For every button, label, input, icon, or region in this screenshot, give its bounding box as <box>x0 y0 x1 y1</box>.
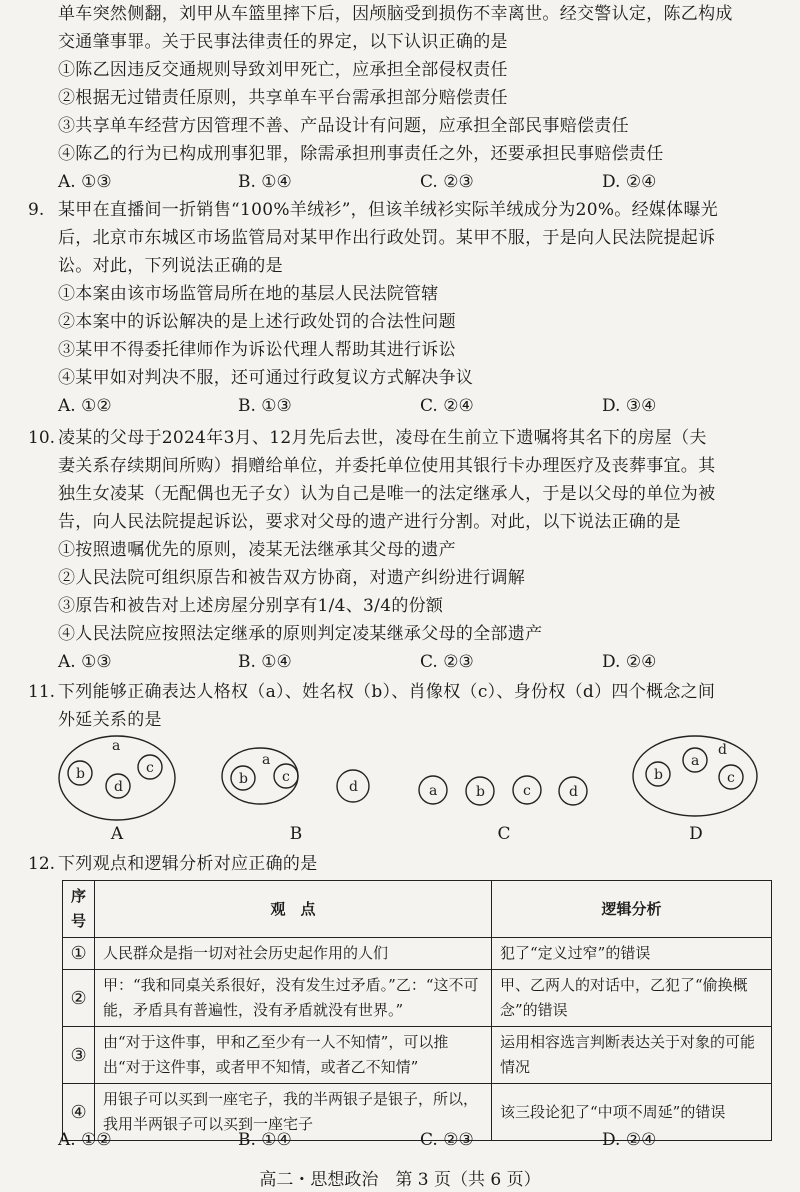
q8-statement-3: ③共享单车经营方因管理不善、产品设计有问题，应承担全部民事赔偿责任 <box>58 116 629 136</box>
venn-b-label-a: a <box>262 752 271 768</box>
venn-c-label-d: d <box>569 784 578 800</box>
q8-option-a: A. ①③ <box>58 172 112 192</box>
q11-diagram-label-a: A <box>110 824 124 844</box>
q10-number: 10. <box>28 428 56 448</box>
venn-a-label-c: c <box>146 760 154 776</box>
venn-diagram-c <box>419 776 587 805</box>
q9-statement-3: ③某甲不得委托律师作为诉讼代理人帮助其进行诉讼 <box>58 340 456 360</box>
table-header-analysis: 逻辑分析 <box>492 881 772 938</box>
table-cell-analysis: 犯了“定义过窄”的错误 <box>492 938 772 970</box>
venn-d-label-c: c <box>727 770 735 786</box>
venn-diagram-b <box>222 748 369 804</box>
venn-d-label-a: a <box>691 753 700 769</box>
q11-diagram-label-d: D <box>689 824 703 844</box>
table-cell-analysis: 运用相容选言判断表达关于对象的可能情况 <box>492 1027 772 1084</box>
venn-a-label-d: d <box>114 779 123 795</box>
q12-table <box>62 880 772 1141</box>
q10-statement-1: ①按照遗嘱优先的原则，凌某无法继承其父母的遗产 <box>58 540 456 560</box>
q11-number: 11. <box>28 682 56 702</box>
table-cell-view: 甲：“我和同桌关系很好，没有发生过矛盾。”乙：“这不可能，矛盾具有普遍性，没有矛盾就没有世界。” <box>95 970 492 1027</box>
q9-statement-2: ②本案中的诉讼解决的是上述行政处罚的合法性问题 <box>58 312 456 332</box>
table-header-row <box>63 881 772 938</box>
q12-option-a: A. ①② <box>58 1130 112 1150</box>
q8-line-2: 交通肇事罪。关于民事法律责任的界定，以下认识正确的是 <box>58 32 508 52</box>
q9-line-2: 后，北京市东城区市场监管局对某甲作出行政处罚。某甲不服，于是向人民法院提起诉 <box>58 228 716 248</box>
q8-statement-1: ①陈乙因违反交通规则导致刘甲死亡，应承担全部侵权责任 <box>58 60 508 80</box>
q8-option-c: C. ②③ <box>420 172 474 192</box>
q8-option-d: D. ②④ <box>602 172 657 192</box>
q9-options <box>58 392 778 420</box>
table-cell-view: 人民群众是指一切对社会历史起作用的人们 <box>95 938 492 970</box>
table-cell-no: ② <box>63 970 95 1027</box>
q10-option-d: D. ②④ <box>602 652 657 672</box>
q9-line-1: 某甲在直播间一折销售“100%羊绒衫”，但该羊绒衫实际羊绒成分为20%。经媒体曝光 <box>58 200 719 220</box>
venn-d-label-d: d <box>718 742 727 758</box>
q10-line-3: 独生女凌某（无配偶也无子女）认为自己是唯一的法定继承人，于是以父母的单位为被 <box>58 484 716 504</box>
q10-statement-3: ③原告和被告对上述房屋分别享有1/4、3/4的份额 <box>58 596 444 616</box>
table-cell-no: ④ <box>63 1084 95 1141</box>
q10-options <box>58 648 778 676</box>
q10-statement-4: ④人民法院应按照法定继承的原则判定凌某继承父母的全部遗产 <box>58 624 543 644</box>
q12-option-d: D. ②④ <box>602 1130 657 1150</box>
q9-statement-4: ④某甲如对判决不服，还可通过行政复议方式解决争议 <box>58 368 474 388</box>
q11-line-1: 下列能够正确表达人格权（a）、姓名权（b）、肖像权（c）、身份权（d）四个概念之间 <box>58 682 716 702</box>
table-cell-no: ③ <box>63 1027 95 1084</box>
q10-line-1: 凌某的父母于2024年3月、12月先后去世，凌母在生前立下遗嘱将其名下的房屋（夫 <box>58 428 707 448</box>
venn-b-label-d: d <box>349 779 358 795</box>
venn-c-label-c: c <box>523 783 531 799</box>
q8-statement-2: ②根据无过错责任原则，共享单车平台需承担部分赔偿责任 <box>58 88 508 108</box>
q12-option-c: C. ②③ <box>420 1130 474 1150</box>
q10-option-b: B. ①④ <box>238 652 292 672</box>
q10-option-c: C. ②③ <box>420 652 474 672</box>
table-cell-view: 用银子可以买到一座宅子，我的半两银子是银子，所以，我用半两银子可以买到一座宅子 <box>95 1084 492 1141</box>
venn-a-label-b: b <box>76 766 85 782</box>
page-footer: 高二・思想政治 第 3 页（共 6 页） <box>259 1170 541 1190</box>
table-cell-no: ① <box>63 938 95 970</box>
venn-d-label-b: b <box>654 767 663 783</box>
q12-options <box>58 1126 778 1154</box>
table-header-view: 观 点 <box>95 881 492 938</box>
q10-line-2: 妻关系存续期间所购）捐赠给单位，并委托单位使用其银行卡办理医疗及丧葬事宜。其 <box>58 456 716 476</box>
q10-line-4: 告，向人民法院提起诉讼，要求对父母的遗产进行分割。对此，以下说法正确的是 <box>58 512 681 532</box>
q12-number: 12. <box>28 854 56 874</box>
venn-a-label-a: a <box>112 738 121 754</box>
venn-b-label-c: c <box>282 769 290 785</box>
q12-stem: 下列观点和逻辑分析对应正确的是 <box>58 854 318 874</box>
q10-statement-2: ②人民法院可组织原告和被告双方协商，对遗产纠纷进行调解 <box>58 568 526 588</box>
q8-option-b: B. ①④ <box>238 172 292 192</box>
q9-option-a: A. ①② <box>58 396 112 416</box>
table-header-no: 序号 <box>63 881 95 938</box>
table-cell-analysis: 甲、乙两人的对话中，乙犯了“偷换概念”的错误 <box>492 970 772 1027</box>
venn-c-label-a: a <box>429 783 438 799</box>
q8-options <box>58 168 778 196</box>
table-cell-view: 由“对于这件事，甲和乙至少有一人不知情”，可以推出“对于这件事，或者甲不知情，或者乙不知情” <box>95 1027 492 1084</box>
q9-option-b: B. ①③ <box>238 396 292 416</box>
venn-diagram-d <box>633 736 757 816</box>
q12-option-b: B. ①④ <box>238 1130 292 1150</box>
q11-diagram-label-b: B <box>289 824 303 844</box>
table-cell-analysis: 该三段论犯了“中项不周延”的错误 <box>492 1084 772 1141</box>
q8-statement-4: ④陈乙的行为已构成刑事犯罪，除需承担刑事责任之外，还要承担民事赔偿责任 <box>58 144 664 164</box>
venn-diagram-a <box>59 736 175 820</box>
q9-option-d: D. ③④ <box>602 396 657 416</box>
q11-line-2: 外延关系的是 <box>58 710 162 730</box>
q9-statement-1: ①本案由该市场监管局所在地的基层人民法院管辖 <box>58 284 439 304</box>
q11-diagram-label-c: C <box>497 824 511 844</box>
q9-line-3: 讼。对此，下列说法正确的是 <box>58 256 283 276</box>
table-row <box>63 1027 772 1084</box>
venn-c-label-b: b <box>476 784 485 800</box>
table-row <box>63 970 772 1027</box>
q9-number: 9. <box>28 200 45 220</box>
q10-option-a: A. ①③ <box>58 652 112 672</box>
q9-option-c: C. ②④ <box>420 396 474 416</box>
table-row <box>63 938 772 970</box>
venn-b-label-b: b <box>239 771 248 787</box>
q8-line-1: 单车突然侧翻，刘甲从车篮里摔下后，因颅脑受到损伤不幸离世。经交警认定，陈乙构成 <box>58 4 733 24</box>
